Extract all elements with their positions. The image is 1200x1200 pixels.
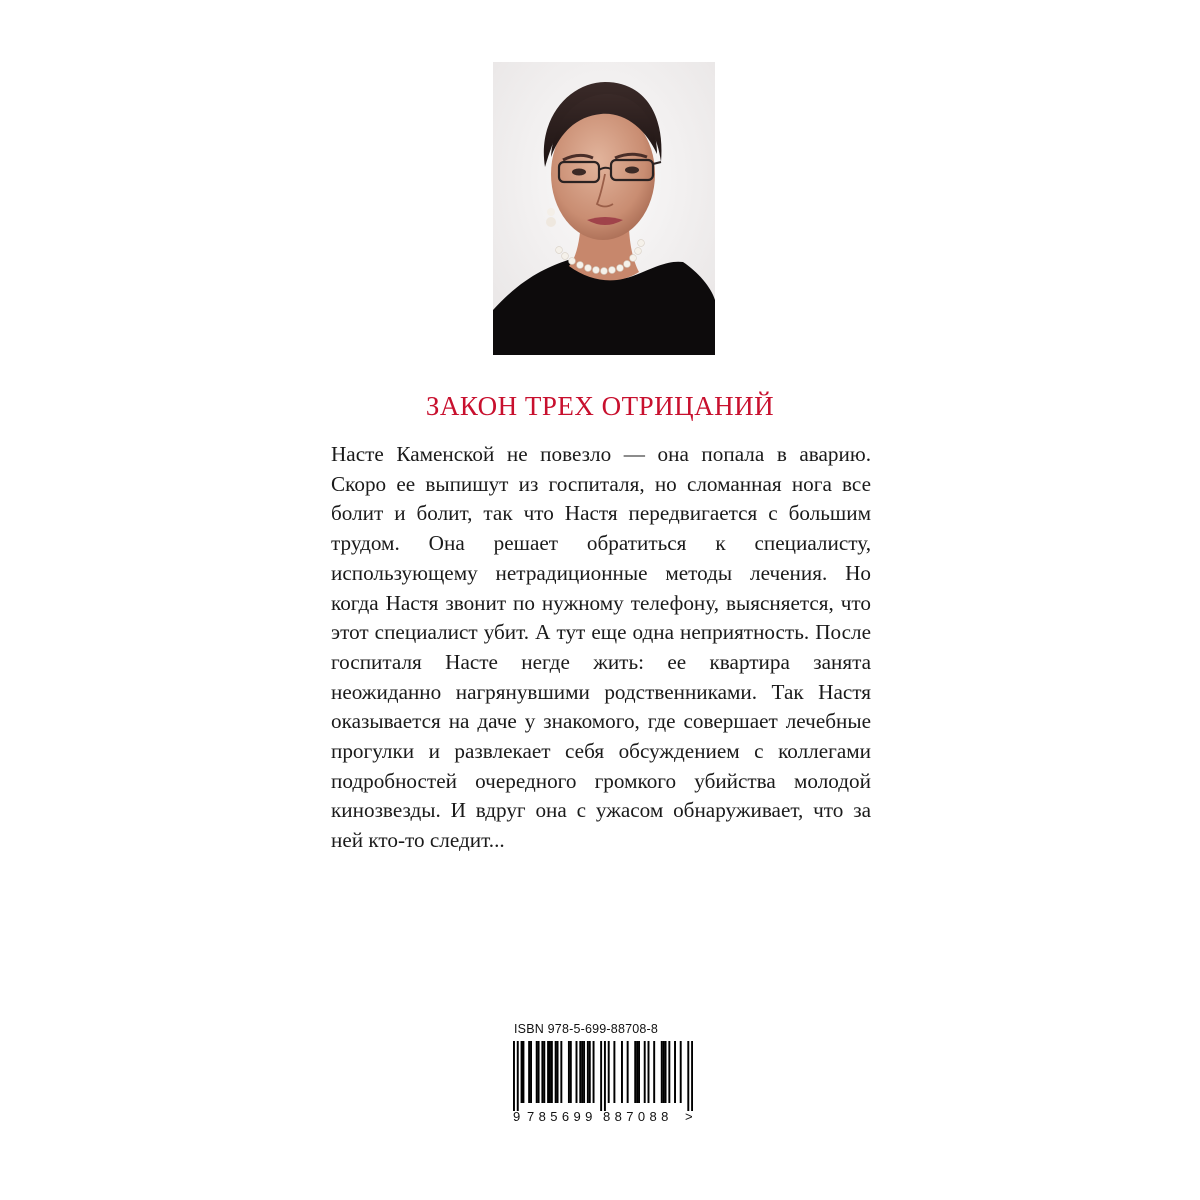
barcode-bar <box>576 1041 578 1103</box>
barcode-bar <box>593 1041 595 1103</box>
barcode-bar <box>522 1041 524 1103</box>
barcode-bar <box>579 1041 581 1103</box>
book-title: ЗАКОН ТРЕХ ОТРИЦАНИЙ <box>425 391 775 421</box>
barcode-bar <box>513 1041 515 1111</box>
barcode-bar <box>608 1041 610 1103</box>
barcode-bar <box>665 1041 667 1103</box>
barcode-bar <box>560 1041 562 1103</box>
barcode-bar <box>627 1041 629 1103</box>
barcode-bar <box>541 1041 543 1103</box>
barcode <box>513 1041 693 1111</box>
barcode-bar <box>543 1041 545 1103</box>
barcode-bar <box>653 1041 655 1103</box>
barcode-bar <box>663 1041 665 1103</box>
barcode-bar <box>557 1041 559 1103</box>
barcode-bar <box>530 1041 532 1103</box>
barcode-bar <box>674 1041 676 1103</box>
barcode-digits <box>513 1111 713 1127</box>
barcode-bar <box>555 1041 557 1103</box>
barcode-bar <box>613 1041 615 1103</box>
barcode-bar <box>634 1041 636 1103</box>
barcode-left-group: 785699 <box>527 1109 597 1124</box>
isbn-barcode-block <box>513 1022 713 1127</box>
barcode-bar <box>687 1041 689 1111</box>
barcode-bar <box>638 1041 640 1103</box>
book-description: Насте Каменской не повезло — она попала в аварию. Скоро ее выпишут из госпиталя, но сломанная нога все болит и болит, так что Настя передвигается с большим трудом. Она решает обратиться к специалисту, использующему нетрадиционные методы лечения. Но когда Настя звонит по нужному телефону, выясняется, что этот специалист убит. А тут еще одна неприятность. После госпиталя Насте негде жить: ее квартира занята неожиданно нагрянувшими родственниками. Так Настя оказывается на даче у знакомого, где совершает лечебные прогулки и развлекает себя обсуждением с коллегами подробностей очередного громкого убийства молодой кинозвезды. И вдруг она с ужасом обнаруживает, что за ней кто-то следит... <box>331 442 871 853</box>
barcode-bar <box>568 1041 570 1103</box>
barcode-bar <box>636 1041 638 1103</box>
barcode-first-digit: 9 <box>513 1109 521 1124</box>
barcode-right-group: 887088 <box>603 1109 673 1124</box>
barcode-bar <box>581 1041 583 1103</box>
barcode-bar <box>538 1041 540 1103</box>
barcode-bar <box>583 1041 585 1103</box>
barcode-bar <box>549 1041 551 1103</box>
isbn-label: ISBN 978-5-699-88708-8 <box>514 1022 659 1036</box>
author-portrait-illustration <box>493 62 715 355</box>
barcode-bar <box>604 1041 606 1111</box>
author-photo <box>493 62 715 355</box>
barcode-bar <box>521 1041 523 1103</box>
barcode-bar <box>587 1041 589 1103</box>
barcode-bar <box>528 1041 530 1103</box>
barcode-bar <box>648 1041 650 1103</box>
barcode-bar <box>621 1041 623 1103</box>
barcode-bar <box>600 1041 602 1111</box>
barcode-bar <box>551 1041 553 1103</box>
barcode-bar <box>517 1041 519 1111</box>
barcode-bar <box>547 1041 549 1103</box>
barcode-bar <box>570 1041 572 1103</box>
barcode-bar <box>589 1041 591 1103</box>
barcode-bar <box>691 1041 693 1111</box>
barcode-bar <box>536 1041 538 1103</box>
barcode-bar <box>668 1041 670 1103</box>
barcode-end-mark: > <box>685 1109 693 1124</box>
barcode-bar <box>644 1041 646 1103</box>
barcode-bar <box>680 1041 682 1103</box>
barcode-bar <box>661 1041 663 1103</box>
